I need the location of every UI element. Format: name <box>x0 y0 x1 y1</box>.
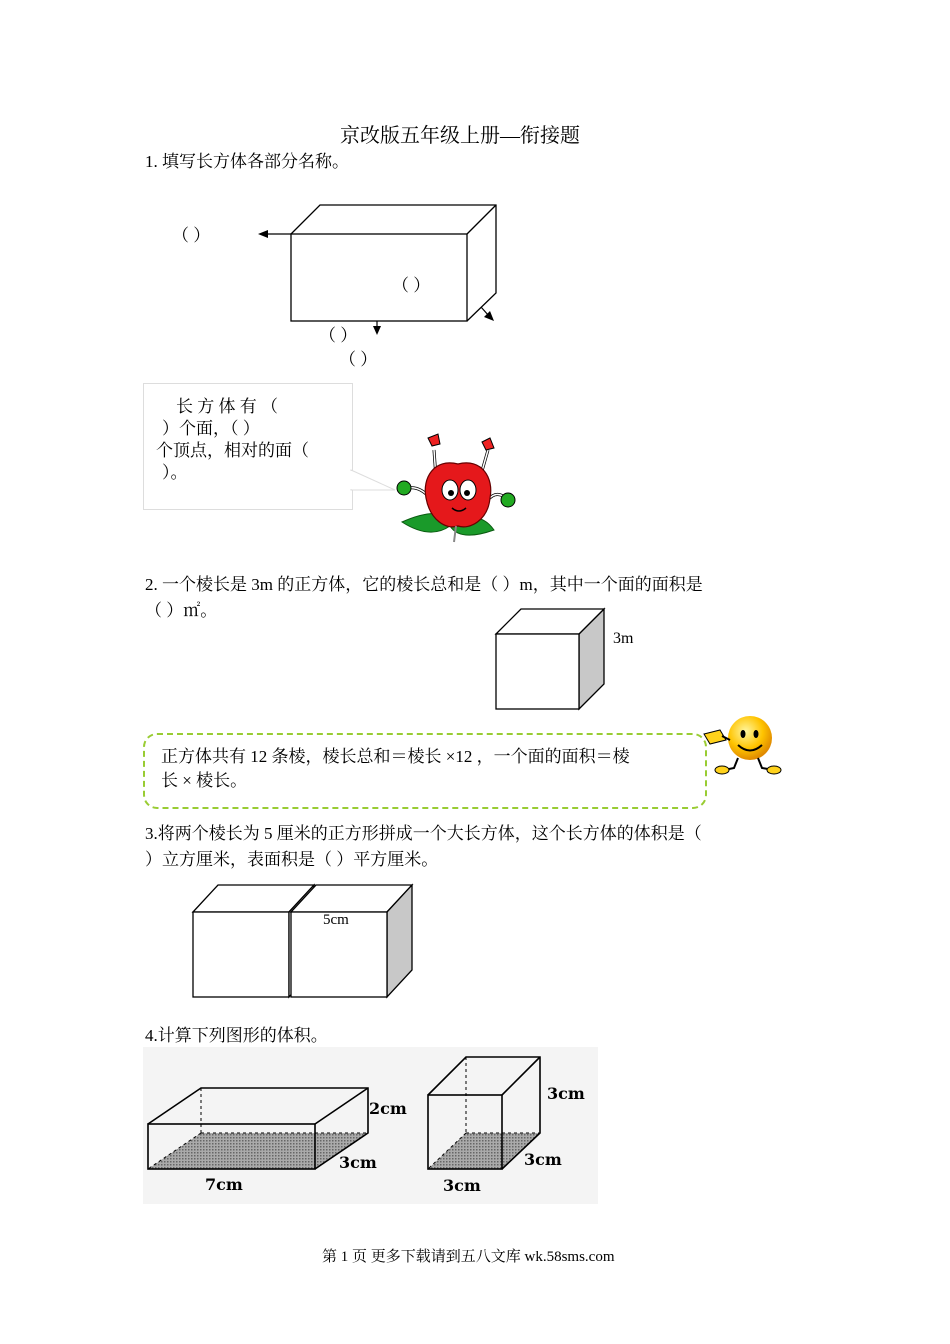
box2-height-label: 3cm <box>547 1084 585 1103</box>
blank-edge: （ ） <box>319 326 358 345</box>
two-cubes-edge-label: 5cm <box>323 912 349 928</box>
box2-length-label: 3cm <box>443 1176 481 1195</box>
page-footer: 第 1 页 更多下载请到五八文库 wk.58sms.com <box>322 1249 615 1265</box>
box2-depth-label: 3cm <box>524 1150 562 1169</box>
question-3-line-2: ）立方厘米，表面积是（ ）平方厘米。 <box>145 850 439 869</box>
question-1-prompt: 1. 填写长方体各部分名称。 <box>145 152 349 171</box>
question-3-line-1: 3.将两个棱长为 5 厘米的正方形拼成一个大长方体，这个长方体的体积是（ <box>145 824 702 843</box>
callout-line-3: 个顶点，相对的面（ <box>156 441 309 460</box>
page-title: 京改版五年级上册—衔接题 <box>340 125 580 147</box>
cube-edge-label: 3m <box>613 630 634 647</box>
question-2-line-2: （ ）㎡。 <box>145 601 218 620</box>
question-2-line-1: 2. 一个棱长是 3m 的正方体，它的棱长总和是（ ）m，其中一个面的面积是 <box>145 575 703 594</box>
blank-edge-2: （ ） <box>339 350 378 369</box>
tip-line-2: 长 × 棱长。 <box>161 771 248 790</box>
callout-line-4: ）。 <box>162 463 188 482</box>
callout-line-1: 长 方 体 有 （ <box>176 397 278 416</box>
callout-line-2: ）个面，（ ） <box>162 419 260 438</box>
box1-depth-label: 3cm <box>339 1153 377 1172</box>
question-4-prompt: 4.计算下列图形的体积。 <box>145 1026 328 1045</box>
blank-vertex: （ ） <box>172 226 211 245</box>
blank-face: （ ） <box>392 276 431 295</box>
volume-figures-panel <box>143 1047 598 1204</box>
box1-length-label: 7cm <box>205 1175 243 1194</box>
box1-height-label: 2cm <box>369 1099 407 1118</box>
tip-line-1: 正方体共有 12 条棱，棱长总和＝棱长 ×12 ，一个面的面积＝棱 <box>161 747 630 766</box>
